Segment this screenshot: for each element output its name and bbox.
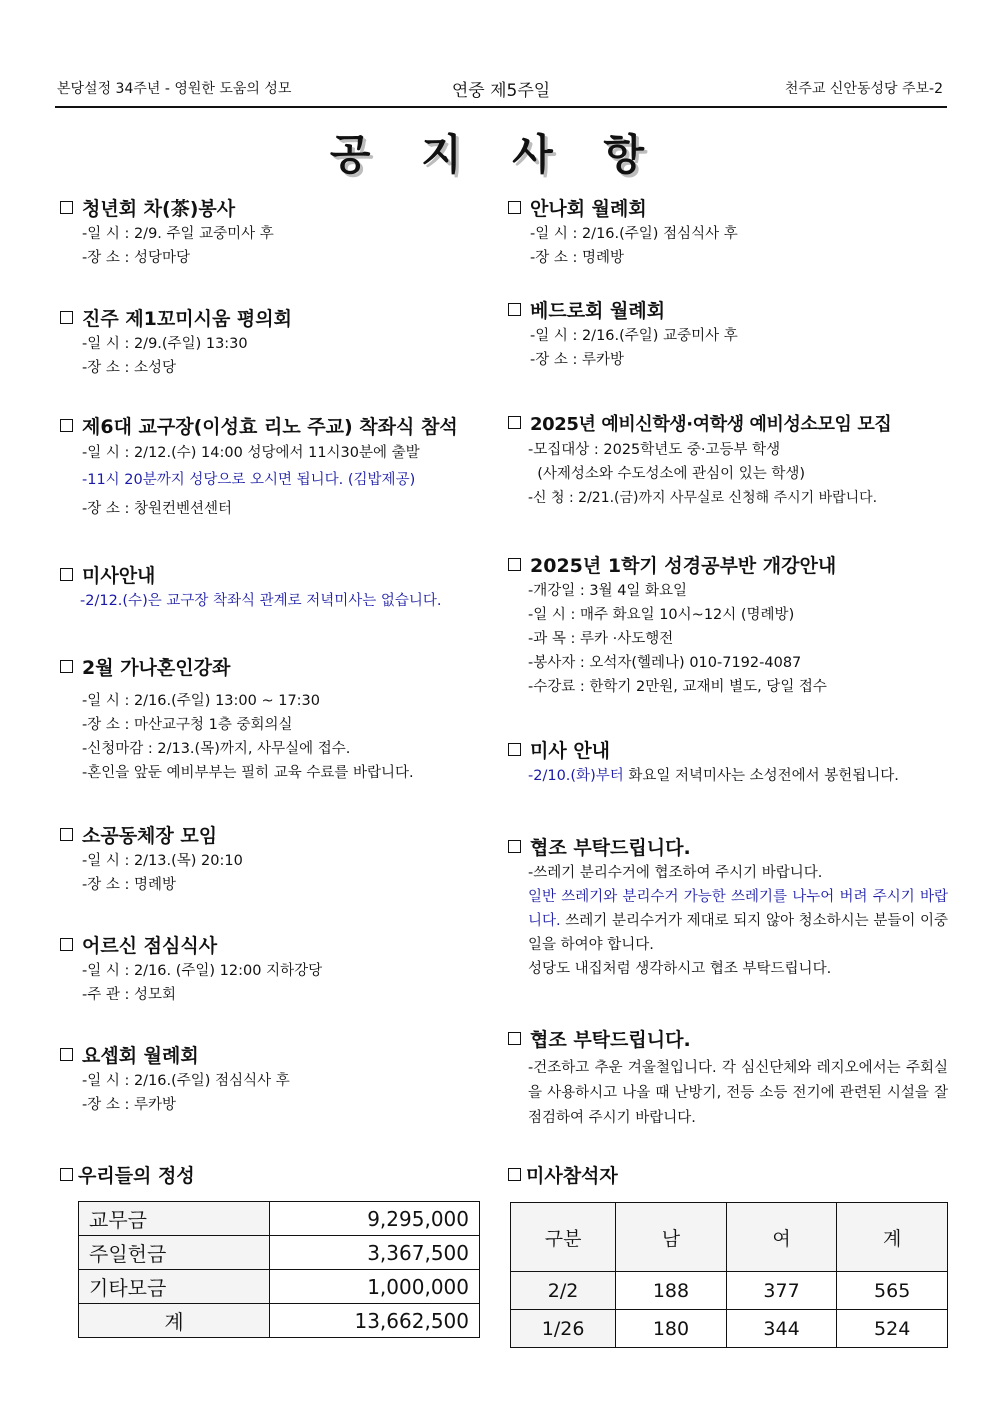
notice-line: -신청마감 : 2/13.(목)까지, 사무실에 접수. xyxy=(82,741,351,757)
notice-line: -일 시 : 2/16.(주일) 13:00 ~ 17:30 xyxy=(82,693,321,709)
offerings-table xyxy=(78,1201,480,1338)
checkbox-square-icon xyxy=(508,558,521,571)
table-cell: 377 xyxy=(726,1272,837,1310)
checkbox-square-icon xyxy=(508,743,521,756)
attendance-heading xyxy=(508,1163,948,1189)
notice-line: -장 소 : 루카방 xyxy=(530,352,624,368)
checkbox-square-icon xyxy=(60,660,73,673)
header-left-text: 본당설정 34주년 - 영원한 도움의 성모 xyxy=(57,81,292,97)
notice-line: -일 시 : 2/16.(주일) 교중미사 후 xyxy=(530,328,738,344)
notice-youth-tea xyxy=(60,196,500,270)
notice-title: 협조 부탁드립니다. xyxy=(508,835,948,861)
notice-line: -장 소 : 소성당 xyxy=(82,360,176,376)
notice-line: -장 소 : 성당마당 xyxy=(82,250,190,266)
notice-paragraph: -건조하고 추운 겨울철입니다. 각 심신단체와 레지오에서는 주회실을 사용하시고 나올 때 난방기, 전등 소등 전기에 관련된 시설을 잘 점검하여 주시기 바랍니다. xyxy=(528,1060,948,1126)
notice-line: -일 시 : 2/12.(수) 14:00 성당에서 11시30분에 출발 xyxy=(82,445,420,461)
notice-line: -2/10.(화)부터 화요일 저녁미사는 소성전에서 봉헌됩니다. xyxy=(528,768,899,784)
notice-line: -일 시 : 2/16.(주일) 점심식사 후 xyxy=(530,226,738,242)
header-right-text: 천주교 신안동성당 주보-2 xyxy=(784,81,943,97)
notice-line: -주 관 : 성모회 xyxy=(82,987,176,1003)
checkbox-square-icon xyxy=(60,419,73,432)
checkbox-square-icon xyxy=(508,1168,521,1181)
notice-title: 2025년 예비신학생·여학생 예비성소모임 모집 xyxy=(508,412,948,438)
notice-title: 어르신 점심식사 xyxy=(60,933,500,959)
notice-mass-change xyxy=(508,738,948,788)
offerings-title: 우리들의 정성 xyxy=(60,1163,500,1189)
notice-line: -일 시 : 2/16. (주일) 12:00 지하강당 xyxy=(82,963,323,979)
notice-line: -수강료 : 한학기 2만원, 교재비 별도, 당일 접수 xyxy=(528,679,827,695)
notice-joseph-meeting xyxy=(60,1043,500,1117)
notice-line: -과 목 : 루카 ·사도행전 xyxy=(528,631,674,647)
notice-title: 2025년 1학기 성경공부반 개강안내 xyxy=(508,553,948,579)
notice-line: -장 소 : 루카방 xyxy=(82,1097,176,1113)
notice-line: -11시 20분까지 성당으로 오시면 됩니다. (김밥제공) xyxy=(82,472,416,488)
checkbox-square-icon xyxy=(60,311,73,324)
notice-line: -2/12.(수)은 교구장 착좌식 관계로 저녁미사는 없습니다. xyxy=(80,593,442,609)
notice-line: -장 소 : 창원컨벤션센터 xyxy=(82,501,233,517)
notice-line: -일 시 : 2/13.(목) 20:10 xyxy=(82,853,243,869)
notice-bible-study xyxy=(508,553,948,699)
page-header xyxy=(55,74,947,108)
notice-title: 베드로회 월례회 xyxy=(508,298,948,324)
attendance-title: 미사참석자 xyxy=(508,1163,948,1189)
notice-line: -쓰레기 분리수거에 협조하여 주시기 바랍니다. xyxy=(528,865,823,881)
notice-paragraph: 일반 쓰레기와 분리수거 가능한 쓰레기를 나누어 버려 주시기 바랍니다. 쓰레기 분리수거가 제대로 되지 않아 청소하시는 분들이 이중 일을 하여야 합니다. xyxy=(528,889,948,953)
table-row xyxy=(79,1270,480,1304)
notice-title: 요셉회 월례회 xyxy=(60,1043,500,1069)
notice-heating xyxy=(508,1027,948,1131)
header-center-text: 연중 제5주일 xyxy=(451,81,551,101)
notice-line: -일 시 : 2/9. 주일 교중미사 후 xyxy=(82,226,274,242)
offering-total-value: 13,662,500 xyxy=(270,1304,480,1338)
notice-bishop-installation xyxy=(60,414,500,524)
notice-title: 2월 가나혼인강좌 xyxy=(60,655,500,681)
checkbox-square-icon xyxy=(508,416,521,429)
offering-label: 기타모금 xyxy=(79,1270,270,1304)
offering-value: 1,000,000 xyxy=(270,1270,480,1304)
notice-line: -혼인을 앞둔 예비부부는 필히 교육 수료를 바랍니다. xyxy=(82,765,414,781)
table-row xyxy=(79,1202,480,1236)
notice-title: 소공동체장 모임 xyxy=(60,823,500,849)
table-cell: 524 xyxy=(837,1310,948,1348)
notice-title: 진주 제1꼬미시움 평의회 xyxy=(60,306,500,332)
checkbox-square-icon xyxy=(60,1168,73,1181)
table-cell: 344 xyxy=(726,1310,837,1348)
offering-total-label: 계 xyxy=(79,1304,270,1338)
table-cell: 1/26 xyxy=(511,1310,616,1348)
column-header: 계 xyxy=(837,1203,948,1272)
notice-elders-lunch xyxy=(60,933,500,1007)
attendance-table xyxy=(510,1202,948,1348)
table-row xyxy=(511,1272,948,1310)
offering-label: 주일헌금 xyxy=(79,1236,270,1270)
table-cell: 565 xyxy=(837,1272,948,1310)
notice-title: 협조 부탁드립니다. xyxy=(508,1027,948,1053)
notice-title: 제6대 교구장(이성효 리노 주교) 착좌식 참석 xyxy=(60,414,500,440)
notice-line: 성당도 내집처럼 생각하시고 협조 부탁드립니다. xyxy=(528,961,832,977)
table-row xyxy=(79,1236,480,1270)
notice-line: -장 소 : 마산교구청 1층 중회의실 xyxy=(82,717,293,733)
column-header: 여 xyxy=(726,1203,837,1272)
notice-title: 미사안내 xyxy=(60,563,500,589)
column-header: 남 xyxy=(616,1203,727,1272)
notice-marriage-course xyxy=(60,655,500,785)
column-header: 구분 xyxy=(511,1203,616,1272)
checkbox-square-icon xyxy=(508,1032,521,1045)
checkbox-square-icon xyxy=(508,201,521,214)
notice-line: -신 청 : 2/21.(금)까지 사무실로 신청해 주시기 바랍니다. xyxy=(528,490,878,506)
notice-title: 청년회 차(茶)봉사 xyxy=(60,196,500,222)
notice-vocation-recruitment xyxy=(508,412,948,510)
offering-value: 9,295,000 xyxy=(270,1202,480,1236)
checkbox-square-icon xyxy=(508,840,521,853)
table-cell: 188 xyxy=(616,1272,727,1310)
checkbox-square-icon xyxy=(60,828,73,841)
notice-line: (사제성소와 수도성소에 관심이 있는 학생) xyxy=(528,466,806,482)
offerings-heading xyxy=(60,1163,500,1189)
checkbox-square-icon xyxy=(60,1048,73,1061)
table-cell: 180 xyxy=(616,1310,727,1348)
checkbox-square-icon xyxy=(508,303,521,316)
offering-label: 교무금 xyxy=(79,1202,270,1236)
notice-line: -일 시 : 2/16.(주일) 점심식사 후 xyxy=(82,1073,290,1089)
notice-peter-meeting xyxy=(508,298,948,372)
table-header-row xyxy=(511,1203,948,1272)
notice-line: -개강일 : 3월 4일 화요일 xyxy=(528,583,688,599)
notice-title: 안나회 월례회 xyxy=(508,196,948,222)
table-cell: 2/2 xyxy=(511,1272,616,1310)
notice-mass-info xyxy=(60,563,500,613)
notice-recycling xyxy=(508,835,948,981)
notice-line: -장 소 : 명례방 xyxy=(530,250,624,266)
checkbox-square-icon xyxy=(60,201,73,214)
notice-line: -모집대상 : 2025학년도 중·고등부 학생 xyxy=(528,442,781,458)
notice-line: -일 시 : 매주 화요일 10시~12시 (명례방) xyxy=(528,607,795,623)
notice-title: 미사 안내 xyxy=(508,738,948,764)
table-row xyxy=(79,1304,480,1338)
notice-line: -장 소 : 명례방 xyxy=(82,877,176,893)
checkbox-square-icon xyxy=(60,568,73,581)
notice-praesidium xyxy=(60,306,500,380)
notice-community-leaders xyxy=(60,823,500,897)
checkbox-square-icon xyxy=(60,938,73,951)
notice-line: -봉사자 : 오석자(헬레나) 010-7192-4087 xyxy=(528,655,802,671)
offering-value: 3,367,500 xyxy=(270,1236,480,1270)
page-title: 공 지 사 항 xyxy=(329,130,663,179)
notice-anna-meeting xyxy=(508,196,948,270)
table-row xyxy=(511,1310,948,1348)
notice-line: -일 시 : 2/9.(주일) 13:30 xyxy=(82,336,248,352)
